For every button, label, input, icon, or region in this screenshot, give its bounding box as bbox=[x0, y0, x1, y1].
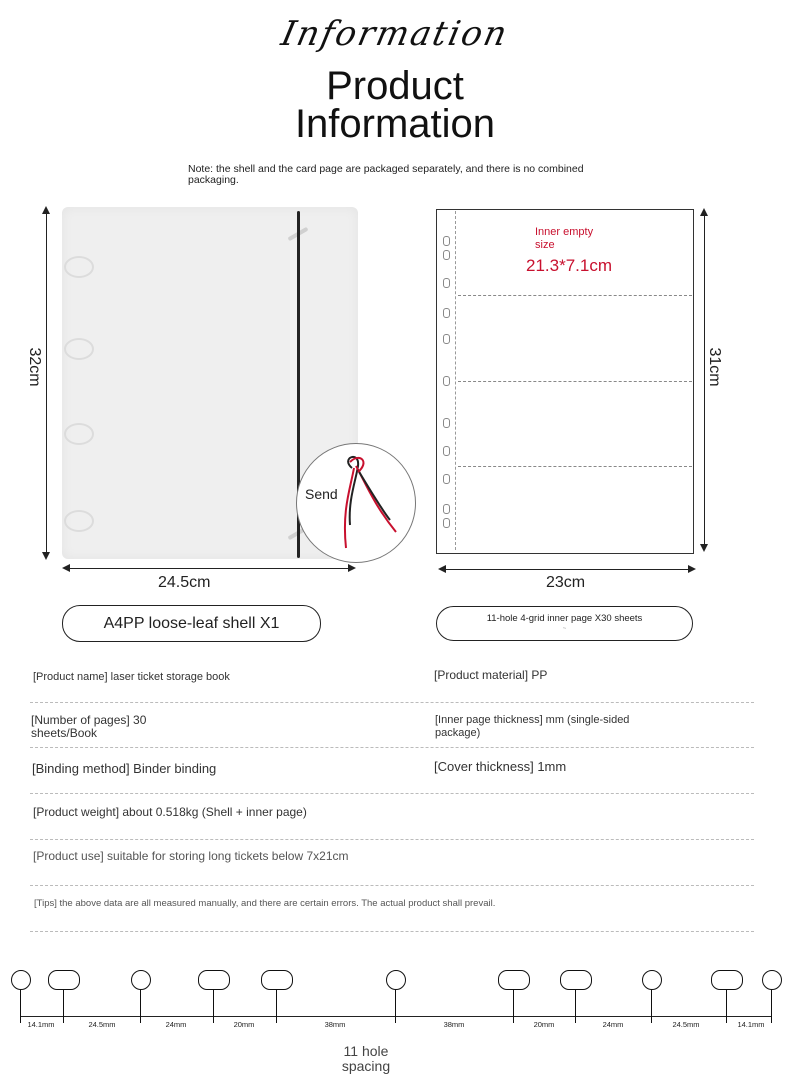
hole-stem bbox=[140, 989, 141, 1023]
spec-weight: [Product weight] about 0.518kg (Shell + inner page) bbox=[33, 805, 307, 819]
hole-stem bbox=[513, 989, 514, 1023]
hole-stem bbox=[276, 989, 277, 1023]
punch-hole bbox=[443, 446, 450, 456]
hole-spacing-label: 24.5mm bbox=[672, 1020, 700, 1029]
inner-size-value: 21.3*7.1cm bbox=[526, 256, 612, 275]
hole-spacing-label: 38mm bbox=[324, 1020, 346, 1029]
script-heading: Information bbox=[277, 14, 513, 54]
punch-hole bbox=[443, 278, 450, 288]
round-hole bbox=[642, 970, 662, 990]
inner-size-caption: Inner empty size bbox=[535, 226, 594, 251]
binder-ring bbox=[64, 256, 94, 278]
page-title-line2: Information bbox=[294, 102, 496, 146]
hole-spacing-label: 38mm bbox=[443, 1020, 465, 1029]
dim-line bbox=[444, 569, 688, 570]
hole-spacing-label: 14.1mm bbox=[27, 1020, 55, 1029]
spec-product-material: [Product material] PP bbox=[434, 668, 548, 682]
spec-thickness-line1: [Inner page thickness] mm (single-sided bbox=[435, 714, 630, 726]
hole-stem bbox=[726, 989, 727, 1023]
shell-width-label: 24.5cm bbox=[158, 574, 211, 591]
hole-stem bbox=[20, 989, 21, 1023]
hole-stem bbox=[63, 989, 64, 1023]
hole-spacing-label: 14.1mm bbox=[737, 1020, 765, 1029]
oval-hole bbox=[560, 970, 592, 990]
shell-quantity-pill bbox=[62, 605, 321, 642]
spec-binding: [Binding method] Binder binding bbox=[32, 761, 217, 776]
spec-divider bbox=[30, 885, 754, 886]
page-quantity-label: 11-hole 4-grid inner page X30 sheets bbox=[486, 613, 643, 624]
hole-spacing-caption bbox=[330, 1044, 402, 1074]
punch-hole bbox=[443, 376, 450, 386]
oval-hole bbox=[711, 970, 743, 990]
spec-cover: [Cover thickness] 1mm bbox=[434, 759, 567, 774]
grid-divider bbox=[458, 466, 692, 467]
punch-hole bbox=[443, 474, 450, 484]
oval-hole bbox=[498, 970, 530, 990]
hole-spacing-label: 20mm bbox=[233, 1020, 255, 1029]
hole-caption-line2: spacing bbox=[341, 1058, 391, 1074]
round-hole bbox=[131, 970, 151, 990]
binder-ring bbox=[64, 510, 94, 532]
hole-spacing-label: 20mm bbox=[533, 1020, 555, 1029]
hole-stem bbox=[651, 989, 652, 1023]
hole-spacing-label: 24mm bbox=[165, 1020, 187, 1029]
hole-spacing-label: 24mm bbox=[602, 1020, 624, 1029]
page-width-label: 23cm bbox=[546, 574, 586, 591]
send-label: Send bbox=[305, 486, 338, 502]
spec-tips: [Tips] the above data are all measured manually, and there are certain errors. The actual product shall prevail. bbox=[34, 898, 496, 909]
page-title-line1: Product bbox=[326, 64, 464, 108]
binder-ring bbox=[64, 423, 94, 445]
spec-divider bbox=[30, 747, 754, 748]
spec-thickness-line2: package) bbox=[435, 727, 481, 739]
page-quantity-pill: 11-hole 4-grid inner page X30 sheets ~ bbox=[436, 606, 693, 641]
spec-use: [Product use] suitable for storing long tickets below 7x21cm bbox=[33, 849, 349, 863]
spec-divider bbox=[30, 702, 754, 703]
round-hole bbox=[11, 970, 31, 990]
dim-arrow-right bbox=[688, 565, 696, 573]
grid-divider bbox=[458, 295, 692, 296]
punch-hole bbox=[443, 250, 450, 260]
shell-quantity-label: A4PP loose-leaf shell X1 bbox=[103, 614, 280, 632]
spec-divider bbox=[30, 931, 754, 932]
hole-caption-line1: 11 hole bbox=[343, 1043, 389, 1059]
punch-hole bbox=[443, 308, 450, 318]
hole-stem bbox=[395, 989, 396, 1023]
grid-divider bbox=[458, 381, 692, 382]
dim-line bbox=[68, 568, 352, 569]
packaging-note: Note: the shell and the card page are packaged separately, and there is no combined packaging. bbox=[188, 163, 584, 186]
punch-hole bbox=[443, 418, 450, 428]
punch-hole bbox=[443, 518, 450, 528]
round-hole bbox=[386, 970, 406, 990]
hole-stem bbox=[213, 989, 214, 1023]
shell-height-label: 32cm bbox=[26, 347, 43, 387]
punch-hole bbox=[443, 504, 450, 514]
hole-spacing-label: 24.5mm bbox=[88, 1020, 116, 1029]
elastic-cord-icon bbox=[330, 450, 410, 560]
dim-arrow-right bbox=[348, 564, 356, 572]
oval-hole bbox=[198, 970, 230, 990]
dim-arrow-down bbox=[700, 544, 708, 552]
punch-hole bbox=[443, 236, 450, 246]
binder-ring bbox=[64, 338, 94, 360]
spec-divider bbox=[30, 793, 754, 794]
dim-arrow-down bbox=[42, 552, 50, 560]
spec-product-name: [Product name] laser ticket storage book bbox=[33, 671, 230, 683]
hole-stem bbox=[771, 989, 772, 1023]
dim-line bbox=[46, 212, 47, 556]
spec-pages-line1: [Number of pages] 30 bbox=[31, 713, 147, 727]
punch-hole bbox=[443, 334, 450, 344]
oval-hole bbox=[261, 970, 293, 990]
round-hole bbox=[762, 970, 782, 990]
spec-divider bbox=[30, 839, 754, 840]
spec-pages-line2: sheets/Book bbox=[31, 726, 98, 740]
hole-stem bbox=[575, 989, 576, 1023]
page-height-label: 31cm bbox=[706, 347, 723, 387]
oval-hole bbox=[48, 970, 80, 990]
